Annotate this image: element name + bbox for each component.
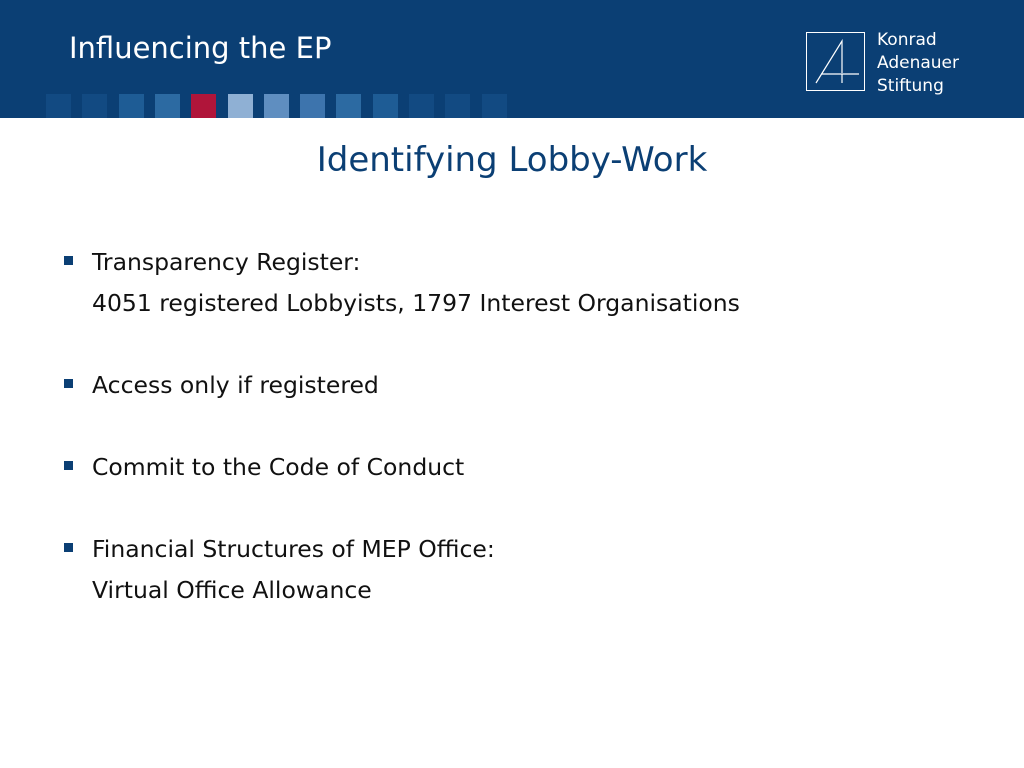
decorative-squares [46,94,516,118]
header-bar [0,0,1024,118]
bullet-square-icon [64,379,73,388]
kas-logo-mark-icon [806,32,865,91]
slide-title: Identifying Lobby-Work [316,140,708,180]
decorative-square [300,94,325,118]
logo-line-konrad: Konrad [877,30,937,50]
decorative-square [482,94,507,118]
decorative-square [46,94,71,118]
bullet-subtext: Virtual Office Allowance [92,576,372,604]
logo-line-stiftung: Stiftung [877,76,944,96]
bullet-text: Access only if registered [92,371,379,399]
decorative-square [155,94,180,118]
kas-logo-text [877,29,959,98]
presentation-title: Influencing the EP [69,31,332,65]
decorative-square [336,94,361,118]
decorative-square [82,94,107,118]
logo-line-adenauer: Adenauer [877,53,959,73]
bullet-text: Commit to the Code of Conduct [92,453,465,481]
decorative-square [264,94,289,118]
bullet-square-icon [64,461,73,470]
bullet-square-icon [64,543,73,552]
decorative-square [228,94,253,118]
decorative-square [373,94,398,118]
bullet-subtext: 4051 registered Lobbyists, 1797 Interest Organisations [92,289,740,317]
bullet-text: Financial Structures of MEP Office: [92,535,495,563]
bullet-text: Transparency Register: [92,248,361,276]
decorative-square [119,94,144,118]
bullet-square-icon [64,256,73,265]
decorative-square [191,94,216,118]
decorative-square [445,94,470,118]
decorative-square [409,94,434,118]
